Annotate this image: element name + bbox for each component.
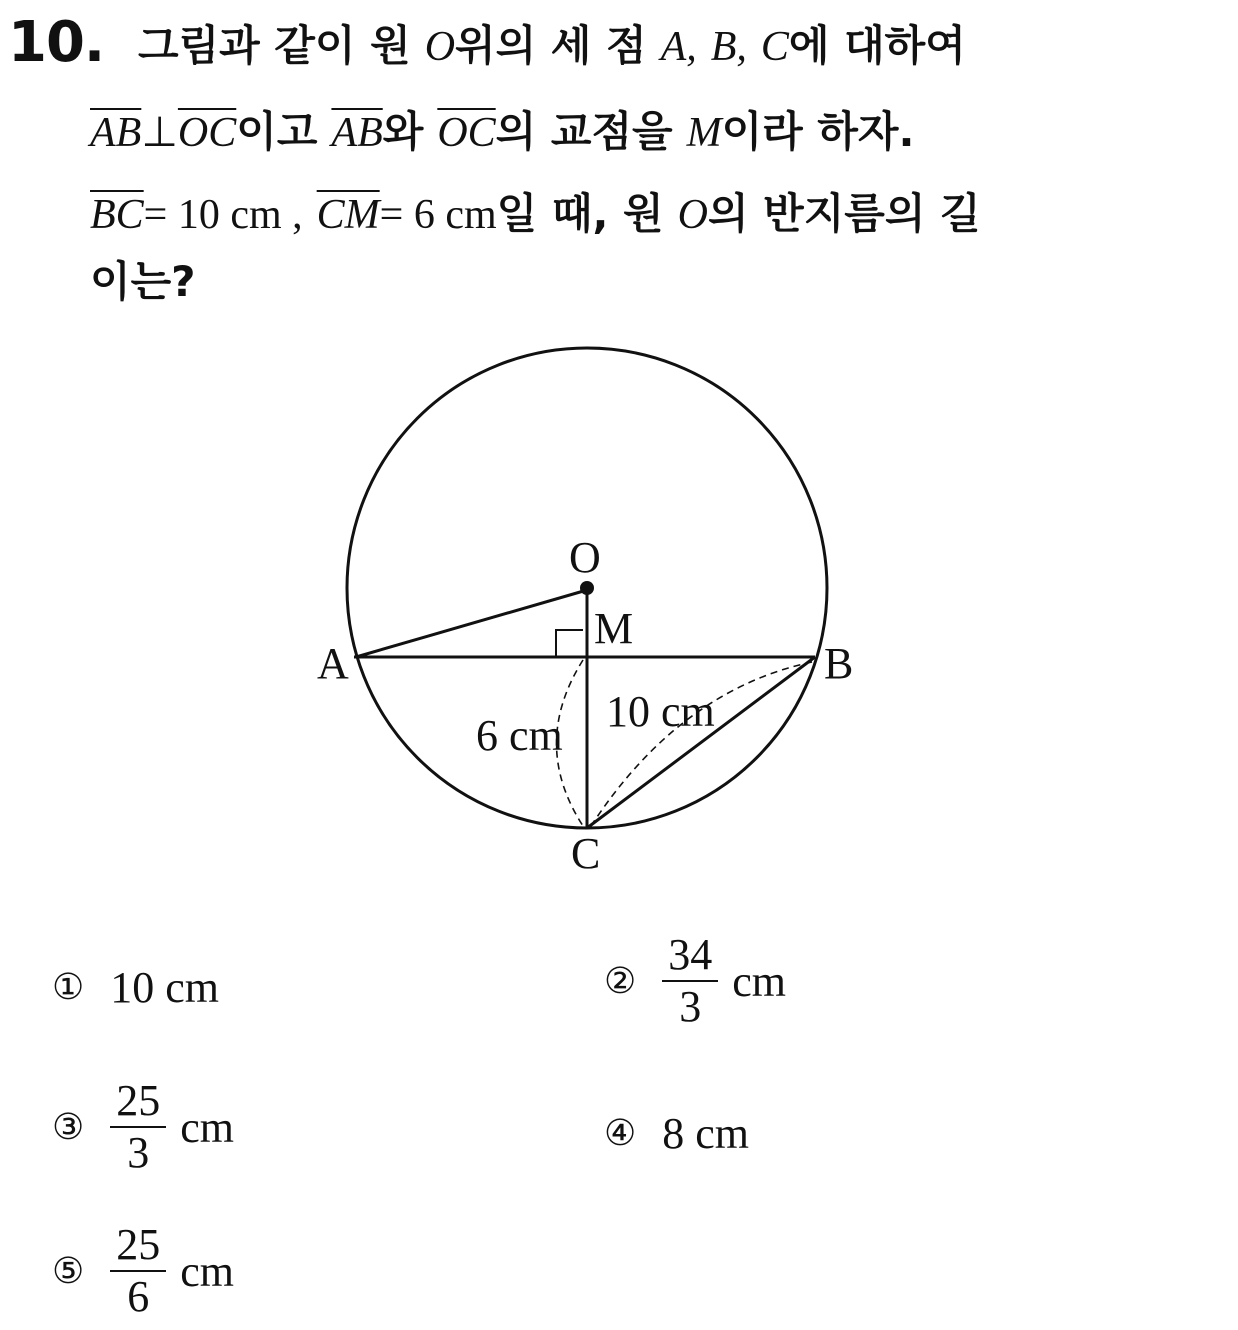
text: 이라 하자. (721, 107, 915, 156)
denominator: 3 (127, 1128, 150, 1177)
choice-marker: ④ (604, 1113, 637, 1154)
point-a: A, (660, 24, 697, 70)
choice-1[interactable] (52, 962, 219, 1013)
question-line-1 (138, 18, 966, 75)
numerator: 25 (116, 1076, 161, 1125)
text: 의 교점을 (495, 107, 673, 156)
choice-2[interactable] (604, 930, 786, 1032)
segment-ab: $\overline{AB}$ (90, 110, 142, 156)
choice-text: 10 cm (110, 963, 220, 1012)
text: 에 대하여 (788, 21, 966, 70)
segment-bc-line (587, 657, 815, 828)
label-m: M (594, 604, 634, 653)
segment-bc: $\overline{BC}$ (90, 192, 144, 238)
segment-ab: $\overline{AB}$ (331, 110, 383, 156)
label-c: C (571, 829, 601, 878)
point-o: O (424, 24, 456, 70)
question-line-2 (90, 104, 914, 161)
choice-5[interactable] (52, 1220, 234, 1322)
segment-oa-line (356, 590, 587, 657)
point-b: B, (710, 24, 747, 70)
question-line-3 (90, 186, 981, 243)
label-o: O (569, 533, 601, 582)
numerator: 25 (116, 1220, 161, 1269)
text: 와 (382, 107, 424, 156)
equation: = 10 cm , (143, 192, 303, 238)
unit: cm (180, 1102, 235, 1152)
fraction (110, 1076, 166, 1178)
question-number: 10. (8, 10, 105, 75)
segment-oc: $\overline{OC}$ (437, 110, 496, 156)
segment-cm: $\overline{CM}$ (316, 192, 380, 238)
label-a: A (317, 639, 349, 688)
text: 위의 세 점 (455, 21, 647, 70)
fraction (110, 1220, 166, 1322)
point-m: M (686, 110, 722, 156)
text: 의 반지름의 길 (707, 189, 981, 238)
unit: cm (180, 1246, 235, 1296)
circle-diagram (300, 330, 940, 890)
point-c: C (760, 24, 789, 70)
text: 그림과 같이 원 (138, 21, 411, 70)
segment-oc: $\overline{OC}$ (177, 110, 237, 156)
point-o: O (677, 192, 708, 238)
center-point (580, 581, 594, 595)
choice-4[interactable] (604, 1108, 749, 1159)
choice-3[interactable] (52, 1076, 234, 1178)
question-line-4: 이는? (90, 257, 196, 306)
text: 일 때, 원 (496, 189, 664, 238)
label-cm-length: 6 cm (476, 711, 563, 760)
choice-marker: ② (604, 960, 637, 1002)
text: 이고 (236, 107, 318, 156)
numerator: 34 (668, 930, 713, 979)
choice-marker: ① (52, 967, 85, 1008)
equation: = 6 cm (379, 192, 497, 238)
right-angle-mark (556, 630, 583, 657)
denominator: 3 (679, 982, 702, 1031)
perp-symbol: ⊥ (141, 110, 178, 156)
choice-marker: ⑤ (52, 1250, 85, 1292)
label-bc-length: 10 cm (606, 687, 715, 736)
label-b: B (824, 639, 854, 688)
choice-marker: ③ (52, 1106, 85, 1148)
denominator: 6 (127, 1272, 150, 1321)
choice-text: 8 cm (662, 1109, 750, 1158)
unit: cm (732, 956, 787, 1006)
fraction (662, 930, 718, 1032)
